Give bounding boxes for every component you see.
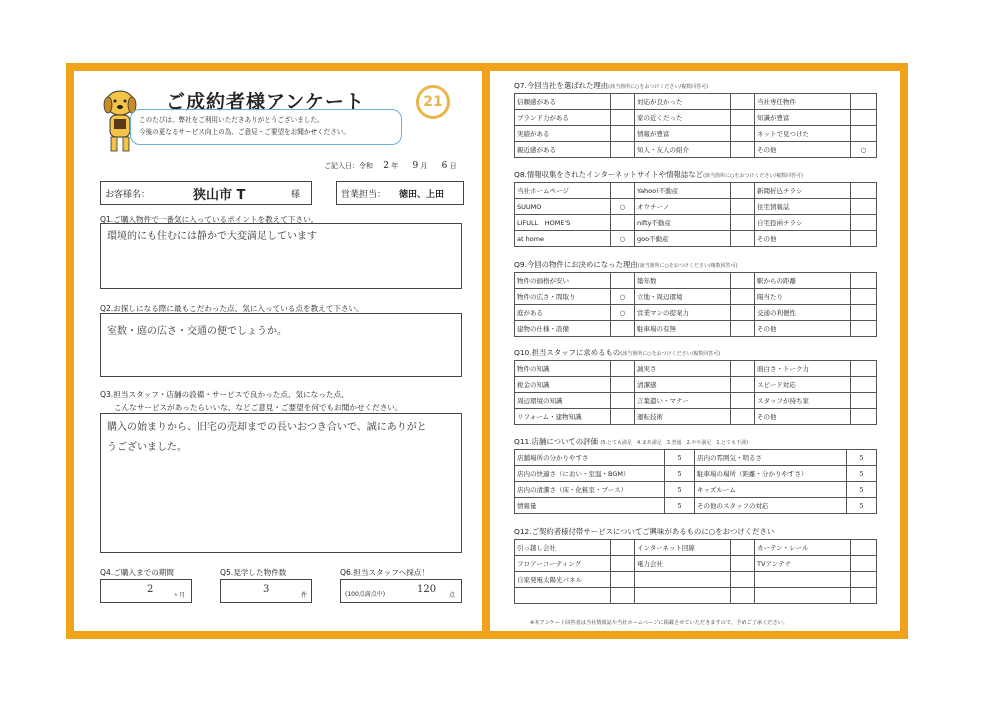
q10-mark-cell[interactable] — [851, 393, 877, 409]
q11-row — [515, 482, 877, 498]
q8-row — [515, 199, 877, 215]
q9-option-label: 交通の利便性 — [755, 305, 851, 321]
intro-line-1: このたびは、弊社をご利用いただきありがとうございました。 — [139, 116, 324, 124]
q9-mark-cell[interactable]: ○ — [611, 289, 635, 305]
q12-option-label: インターネット回線 — [635, 540, 731, 556]
q8-mark-cell[interactable]: ○ — [611, 199, 635, 215]
q12-option-label — [515, 588, 611, 604]
q8-mark-cell[interactable] — [731, 199, 755, 215]
q11-score-cell[interactable]: 5 — [665, 498, 695, 514]
q10-mark-cell[interactable] — [611, 409, 635, 425]
q3-question: Q3.担当スタッフ・店舗の設備・サービスで良かった点、気になった点、 — [100, 390, 349, 399]
q10-title — [514, 347, 720, 358]
q5-value: 3 — [263, 584, 270, 595]
q12-option-label — [755, 588, 851, 604]
q12-title: Q12.ご契約者様付帯サービスについてご興味があるものに○をおつけください — [514, 527, 775, 536]
q11-table — [514, 449, 877, 514]
q9-mark-cell[interactable] — [611, 321, 635, 337]
q7-option-label: ブランド力がある — [515, 110, 611, 126]
q7-option-label: 情報が豊富 — [635, 126, 731, 142]
q12-mark-cell[interactable] — [731, 556, 755, 572]
q10-option-label: 税金の知識 — [515, 377, 611, 393]
q12-mark-cell[interactable] — [611, 572, 635, 588]
q6-note: (100点満点中) — [345, 591, 386, 598]
q11-option-label: 駐車場の場所（距離・分かりやすさ） — [695, 466, 847, 482]
q11-score-cell[interactable]: 5 — [665, 450, 695, 466]
date-label: ご記入日：令和 — [324, 162, 373, 170]
q8-option-label: その他 — [755, 231, 851, 247]
century21-logo: 21 — [416, 85, 450, 119]
q9-option-label: 駅からの距離 — [755, 273, 851, 289]
q10-mark-cell[interactable] — [851, 377, 877, 393]
q7-mark-cell[interactable] — [611, 110, 635, 126]
q8-mark-cell[interactable] — [851, 199, 877, 215]
date-month-unit: 月 — [420, 162, 428, 170]
q9-mark-cell[interactable] — [731, 305, 755, 321]
q12-row — [515, 540, 877, 556]
q8-mark-cell[interactable] — [851, 215, 877, 231]
q9-title — [514, 259, 738, 270]
q12-mark-cell[interactable] — [611, 588, 635, 604]
customer-name: 狭山市 T — [193, 188, 246, 203]
q8-mark-cell[interactable] — [731, 183, 755, 199]
q9-mark-cell[interactable] — [611, 273, 635, 289]
q7-option-label: 知人・友人の紹介 — [635, 142, 731, 158]
q10-option-label: その他 — [755, 409, 851, 425]
q9-mark-cell[interactable] — [851, 289, 877, 305]
q8-table — [514, 182, 877, 247]
q6-box — [340, 579, 462, 603]
q10-option-label: 面白さ・トーク力 — [755, 361, 851, 377]
q11-title-text: Q11.店舗についての評価 — [514, 437, 598, 446]
q11-row — [515, 498, 877, 514]
q2-answer: 室数・庭の広さ・交通の便でしょうか。 — [107, 326, 287, 337]
q8-option-label: LIFULL HOME'S — [515, 215, 611, 231]
q10-sub: (該当箇所に○をおつけください/複数回答可) — [620, 351, 721, 357]
footer-note: ※本アンケート回答者は当社情報誌や当社ホームページに掲載させていただきますので、予めご了承ください。 — [530, 620, 789, 626]
sales-names: 徳田、上田 — [399, 190, 445, 200]
q7-mark-cell[interactable] — [731, 94, 755, 110]
q7-row — [515, 142, 877, 158]
customer-name-box — [100, 181, 312, 205]
q9-option-label: その他 — [755, 321, 851, 337]
q5-box — [220, 579, 312, 603]
q6-score: 120 — [417, 584, 437, 595]
q8-option-label: 自宅投函チラシ — [755, 215, 851, 231]
q7-mark-cell[interactable] — [731, 110, 755, 126]
q6-label: Q6.担当スタッフへ採点！ — [340, 568, 430, 577]
q8-row — [515, 231, 877, 247]
q9-mark-cell[interactable] — [731, 321, 755, 337]
q7-option-label: 親近感がある — [515, 142, 611, 158]
q8-sub: (該当箇所に○をおつけください/複数回答可) — [703, 173, 803, 179]
q3-question-line2: こんなサービスがあったらいいな、などご意見・ご要望を何でもお聞かせください。 — [114, 403, 403, 412]
q7-mark-cell[interactable]: ○ — [851, 142, 877, 158]
q9-option-label: 建物の仕様・設備 — [515, 321, 611, 337]
q12-row — [515, 572, 877, 588]
sales-staff-box — [336, 181, 464, 205]
q9-option-label: 立地・周辺環境 — [635, 289, 731, 305]
q1-answer: 環境的にも住むには静かで大変満足しています — [107, 231, 317, 242]
q8-option-label: 当社ホームページ — [515, 183, 611, 199]
q7-sub: (該当箇所に○をおつけください/複数回答可) — [608, 84, 709, 90]
q10-mark-cell[interactable] — [731, 377, 755, 393]
q11-option-label: 店内の清潔さ（床・化粧室・ブース） — [515, 482, 665, 498]
q9-row — [515, 305, 877, 321]
q9-sub: (該当箇所に○をおつけください/複数回答可) — [637, 263, 738, 269]
intro-bubble — [130, 109, 402, 145]
q7-option-label: 実績がある — [515, 126, 611, 142]
q12-mark-cell[interactable] — [731, 572, 755, 588]
q7-option-label: 対応が良かった — [635, 94, 731, 110]
q8-mark-cell[interactable] — [851, 231, 877, 247]
q11-option-label: 店内の雰囲気・明るさ — [695, 450, 847, 466]
q7-mark-cell[interactable] — [851, 126, 877, 142]
q7-row — [515, 94, 877, 110]
q10-option-label: 誠実さ — [635, 361, 731, 377]
q9-row — [515, 289, 877, 305]
q9-row — [515, 273, 877, 289]
q11-title — [514, 436, 748, 447]
q9-option-label: 物件の価格が安い — [515, 273, 611, 289]
q8-mark-cell[interactable] — [851, 183, 877, 199]
q10-option-label: 周辺環境の知識 — [515, 393, 611, 409]
q11-score-cell[interactable]: 5 — [847, 482, 877, 498]
q11-row — [515, 466, 877, 482]
q1-answer-box — [100, 223, 462, 289]
q8-mark-cell[interactable]: ○ — [611, 231, 635, 247]
q12-mark-cell[interactable] — [731, 540, 755, 556]
q9-option-label: 築年数 — [635, 273, 731, 289]
q7-title — [514, 80, 708, 91]
q12-table — [514, 539, 877, 604]
q12-option-label: 引っ越し会社 — [515, 540, 611, 556]
q7-mark-cell[interactable] — [851, 110, 877, 126]
q3-answer-box — [100, 413, 462, 553]
q10-mark-cell[interactable] — [611, 393, 635, 409]
right-panel — [490, 71, 900, 631]
q11-option-label: その他のスタッフの対応 — [695, 498, 847, 514]
q7-mark-cell[interactable] — [611, 94, 635, 110]
q10-option-label: 物件の知識 — [515, 361, 611, 377]
q9-title-text: Q9.今回の物件にお決めになった理由 — [514, 260, 638, 269]
q12-mark-cell[interactable] — [851, 572, 877, 588]
q10-option-label: リフォーム・建物知識 — [515, 409, 611, 425]
q9-option-label: 営業マンの提案力 — [635, 305, 731, 321]
q9-option-label: 物件の広さ・間取り — [515, 289, 611, 305]
q12-mark-cell[interactable] — [851, 540, 877, 556]
q7-title-text: Q7.今回当社を選ばれた理由 — [514, 81, 609, 90]
q8-mark-cell[interactable] — [611, 215, 635, 231]
q7-row — [515, 126, 877, 142]
q12-option-label — [755, 572, 851, 588]
q12-option-label: フロアーコーティング — [515, 556, 611, 572]
q12-row — [515, 588, 877, 604]
q2-question: Q2.お探しになる際に最もこだわった点、気に入っている点を教えて下さい。 — [100, 304, 364, 313]
q12-option-label: 自家発電太陽光パネル — [515, 572, 611, 588]
q11-score-cell[interactable]: 5 — [847, 498, 877, 514]
q11-score-cell[interactable]: 5 — [847, 466, 877, 482]
q11-scale: (5.とても満足 4.まあ満足 3.普通 2.やや満足 1.とても不満) — [600, 440, 749, 446]
q8-row — [515, 183, 877, 199]
q7-mark-cell[interactable] — [731, 126, 755, 142]
q12-row — [515, 556, 877, 572]
sales-label: 営業担当： — [341, 190, 387, 200]
q9-option-label: 駐車場の有無 — [635, 321, 731, 337]
q8-mark-cell[interactable] — [611, 183, 635, 199]
q9-mark-cell[interactable] — [851, 273, 877, 289]
q7-option-label: 知識が豊富 — [755, 110, 851, 126]
q8-mark-cell[interactable] — [731, 215, 755, 231]
q9-row — [515, 321, 877, 337]
q10-option-label: 言葉遣い・マナー — [635, 393, 731, 409]
q7-option-label: その他 — [755, 142, 851, 158]
q8-option-label: SUUMO — [515, 199, 611, 215]
q4-unit: ヶ月 — [173, 592, 186, 599]
q10-mark-cell[interactable] — [611, 361, 635, 377]
q7-table — [514, 93, 877, 158]
q10-mark-cell[interactable] — [851, 361, 877, 377]
customer-label: お客様名： — [105, 190, 151, 200]
survey-frame — [66, 63, 908, 639]
date-month: 9 — [412, 161, 419, 171]
q8-option-label: オウチーノ — [635, 199, 731, 215]
q12-option-label: TVアンテナ — [755, 556, 851, 572]
q10-mark-cell[interactable] — [731, 361, 755, 377]
customer-suffix: 様 — [291, 190, 301, 200]
q9-mark-cell[interactable]: ○ — [611, 305, 635, 321]
left-panel — [74, 71, 482, 631]
q8-option-label: nifty不動産 — [635, 215, 731, 231]
q9-mark-cell[interactable] — [851, 305, 877, 321]
q8-option-label: Yahoo!不動産 — [635, 183, 731, 199]
q9-mark-cell[interactable] — [731, 289, 755, 305]
q12-option-label: カーテン・レール — [755, 540, 851, 556]
q10-option-label: 清潔感 — [635, 377, 731, 393]
q10-title-text: Q10.担当スタッフに求めるもの — [514, 348, 621, 357]
q9-mark-cell[interactable] — [731, 273, 755, 289]
q8-title — [514, 169, 803, 180]
q11-score-cell[interactable]: 5 — [665, 482, 695, 498]
q4-value: 2 — [147, 584, 154, 595]
q8-option-label: goo不動産 — [635, 231, 731, 247]
q10-mark-cell[interactable] — [731, 393, 755, 409]
q9-option-label: 庭がある — [515, 305, 611, 321]
date-day: 6 — [441, 161, 448, 171]
q4-label: Q4.ご購入までの期間 — [100, 568, 174, 577]
q10-option-label: スタッフが持ち家 — [755, 393, 851, 409]
q9-option-label: 陽当たり — [755, 289, 851, 305]
q7-mark-cell[interactable] — [731, 142, 755, 158]
q5-label: Q5.見学した物件数 — [220, 568, 287, 577]
q12-mark-cell[interactable] — [851, 556, 877, 572]
q2-answer-box — [100, 313, 462, 377]
date-year: 2 — [383, 161, 389, 171]
date-day-unit: 日 — [449, 162, 457, 170]
q8-title-text: Q8.情報収集をされたインターネットサイトや情報誌など — [514, 170, 704, 179]
q7-option-label: ネットで見つけた — [755, 126, 851, 142]
q10-mark-cell[interactable] — [731, 409, 755, 425]
date-year-unit: 年 — [391, 162, 399, 170]
q7-mark-cell[interactable] — [851, 94, 877, 110]
q12-mark-cell[interactable] — [851, 588, 877, 604]
q8-row — [515, 215, 877, 231]
q10-row — [515, 377, 877, 393]
q11-option-label: 情報量 — [515, 498, 665, 514]
fill-date — [324, 161, 457, 171]
q10-option-label: 運転技術 — [635, 409, 731, 425]
q12-option-label — [635, 588, 731, 604]
q11-option-label: 店内の快適さ（におい・室温・BGM） — [515, 466, 665, 482]
q12-mark-cell[interactable] — [731, 588, 755, 604]
q8-option-label: 住宅情報誌 — [755, 199, 851, 215]
q12-mark-cell[interactable] — [611, 556, 635, 572]
q11-row — [515, 450, 877, 466]
q12-mark-cell[interactable] — [611, 540, 635, 556]
q10-row — [515, 393, 877, 409]
q4-box — [100, 579, 192, 603]
q12-option-label — [635, 572, 731, 588]
q12-option-label: 電力会社 — [635, 556, 731, 572]
q5-unit: 件 — [301, 592, 308, 599]
q11-score-cell[interactable]: 5 — [847, 450, 877, 466]
q7-option-label: 信頼感がある — [515, 94, 611, 110]
intro-line-2: 今後の更なるサービス向上の為、ご意見・ご要望をお聞かせください。 — [139, 128, 350, 136]
q1-question: Q1.ご購入物件で一番気に入っているポイントを教えて下さい。 — [100, 215, 319, 224]
q10-row — [515, 409, 877, 425]
survey-title: ご成約者様アンケート — [166, 91, 365, 113]
q7-mark-cell[interactable] — [611, 142, 635, 158]
q3-answer: 購入の始まりから、旧宅の売却までの長いおつき合いで、誠にありがとうございました。 — [107, 422, 427, 453]
q9-mark-cell[interactable] — [851, 321, 877, 337]
q7-mark-cell[interactable] — [611, 126, 635, 142]
q10-table — [514, 360, 877, 425]
q10-option-label: スピード対応 — [755, 377, 851, 393]
q7-option-label: 当社専任物件 — [755, 94, 851, 110]
q6-unit: 点 — [449, 592, 456, 599]
q7-row — [515, 110, 877, 126]
q10-mark-cell[interactable] — [851, 409, 877, 425]
q10-row — [515, 361, 877, 377]
q8-mark-cell[interactable] — [731, 231, 755, 247]
q10-mark-cell[interactable] — [611, 377, 635, 393]
q9-table — [514, 272, 877, 337]
q11-option-label: キッズルーム — [695, 482, 847, 498]
q8-option-label: at home — [515, 231, 611, 247]
q7-option-label: 家の近くだった — [635, 110, 731, 126]
q11-option-label: 店舗場所の分かりやすさ — [515, 450, 665, 466]
q11-score-cell[interactable]: 5 — [665, 466, 695, 482]
q8-option-label: 新聞折込チラシ — [755, 183, 851, 199]
